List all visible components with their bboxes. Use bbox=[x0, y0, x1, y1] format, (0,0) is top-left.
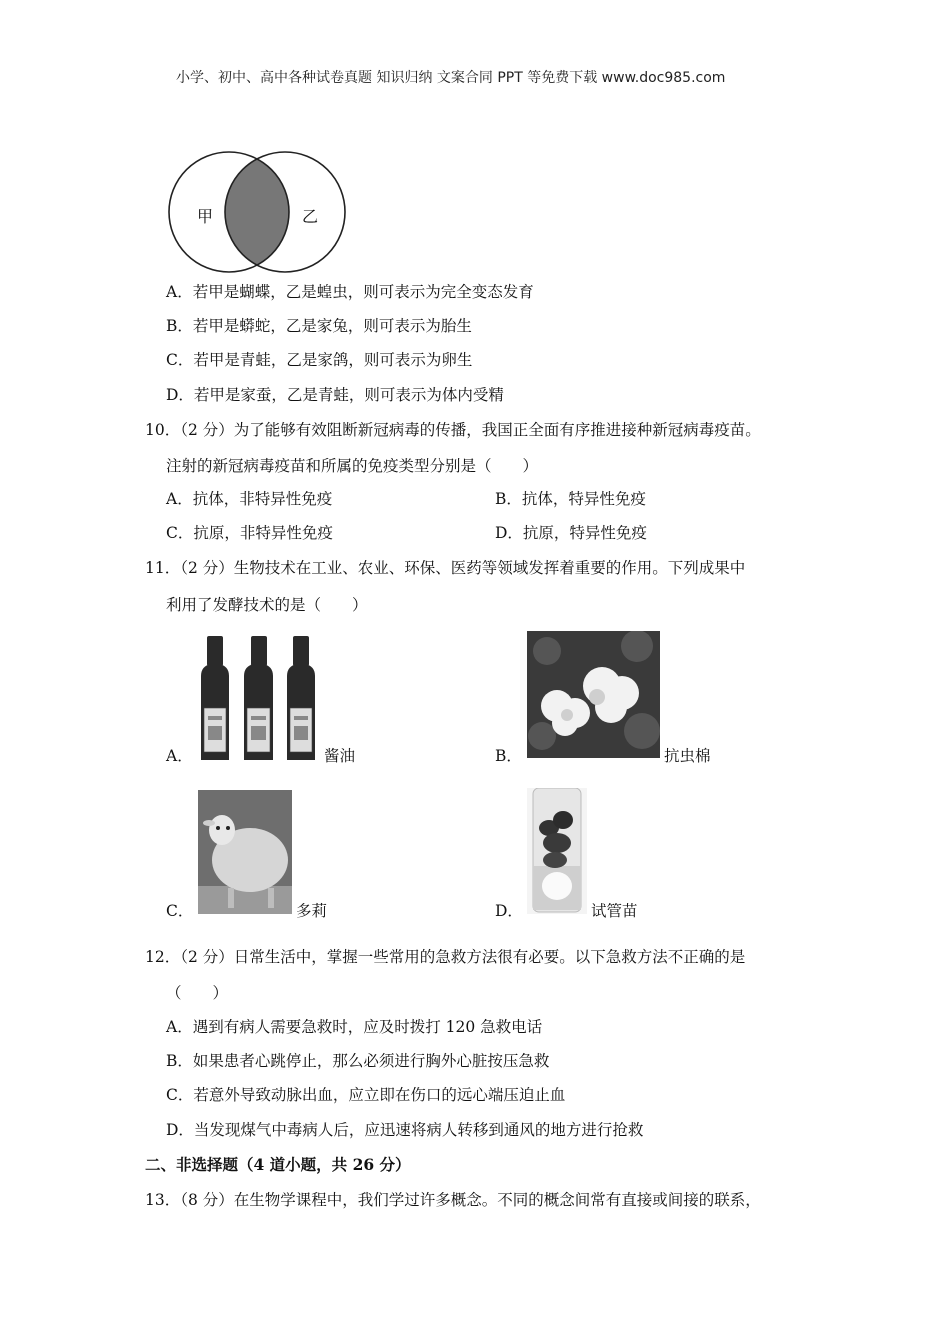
venn-right-label: 乙 bbox=[302, 207, 319, 226]
q12-stem-line1: 12．（2 分）日常生活中，掌握一些常用的急救方法很有必要。以下急救方法不正确的是 bbox=[145, 948, 746, 966]
q9-option-a: A．若甲是蝴蝶，乙是蝗虫，则可表示为完全变态发育 bbox=[166, 283, 534, 301]
q9-option-b: B．若甲是蟒蛇，乙是家兔，则可表示为胎生 bbox=[166, 317, 472, 335]
cotton-image bbox=[527, 631, 660, 758]
q11-option-b-letter: B． bbox=[495, 747, 522, 765]
dolly-sheep-image bbox=[198, 790, 292, 914]
q10-stem-line2: 注射的新冠病毒疫苗和所属的免疫类型分别是（ ） bbox=[166, 457, 539, 475]
test-tube-plantlet-image bbox=[527, 788, 587, 914]
q9-option-c: C．若甲是青蛙，乙是家鸽，则可表示为卵生 bbox=[166, 351, 473, 369]
q10-stem-line1: 10．（2 分）为了能够有效阻断新冠病毒的传播，我国正全面有序推进接种新冠病毒疫苗。 bbox=[145, 421, 761, 439]
q11-stem-line1: 11．（2 分）生物技术在工业、农业、环保、医药等领域发挥着重要的作用。下列成果中 bbox=[145, 559, 746, 577]
q10-option-d: D．抗原，特异性免疫 bbox=[495, 524, 647, 542]
q11-option-c-letter: C． bbox=[166, 902, 194, 920]
q12-option-d: D．当发现煤气中毒病人后，应迅速将病人转移到通风的地方进行抢救 bbox=[166, 1121, 644, 1139]
page-header: 小学、初中、高中各种试卷真题 知识归纳 文案合同 PPT 等免费下载 www.doc985.com bbox=[176, 70, 726, 86]
q11-option-a-caption: 酱油 bbox=[324, 747, 356, 765]
q11-stem-line2: 利用了发酵技术的是（ ） bbox=[166, 596, 368, 614]
q11-option-c-caption: 多莉 bbox=[296, 902, 328, 920]
q11-option-b-caption: 抗虫棉 bbox=[664, 747, 711, 765]
q10-option-a: A．抗体，非特异性免疫 bbox=[166, 490, 333, 508]
q11-option-a-letter: A． bbox=[166, 747, 193, 765]
venn-left-label: 甲 bbox=[197, 207, 214, 226]
q9-option-d: D．若甲是家蚕，乙是青蛙，则可表示为体内受精 bbox=[166, 386, 504, 404]
q13-stem-line1: 13．（8 分）在生物学课程中，我们学过许多概念。不同的概念间常有直接或间接的联系， bbox=[145, 1191, 761, 1209]
q12-option-b: B．如果患者心跳停止，那么必须进行胸外心脏按压急救 bbox=[166, 1052, 550, 1070]
q12-option-c: C．若意外导致动脉出血，应立即在伤口的远心端压迫止血 bbox=[166, 1086, 566, 1104]
section-heading: 二、非选择题（4 道小题，共 26 分） bbox=[145, 1155, 411, 1174]
q11-option-d-caption: 试管苗 bbox=[591, 902, 638, 920]
q10-option-c: C．抗原，非特异性免疫 bbox=[166, 524, 333, 542]
q12-stem-line2: （ ） bbox=[166, 984, 229, 1002]
venn-diagram bbox=[166, 149, 348, 275]
q12-option-a: A．遇到有病人需要急救时，应及时拨打 120 急救电话 bbox=[166, 1018, 543, 1036]
q10-option-b: B．抗体，特异性免疫 bbox=[495, 490, 646, 508]
q11-option-d-letter: D． bbox=[495, 902, 523, 920]
soy-sauce-bottles-image bbox=[197, 636, 321, 762]
